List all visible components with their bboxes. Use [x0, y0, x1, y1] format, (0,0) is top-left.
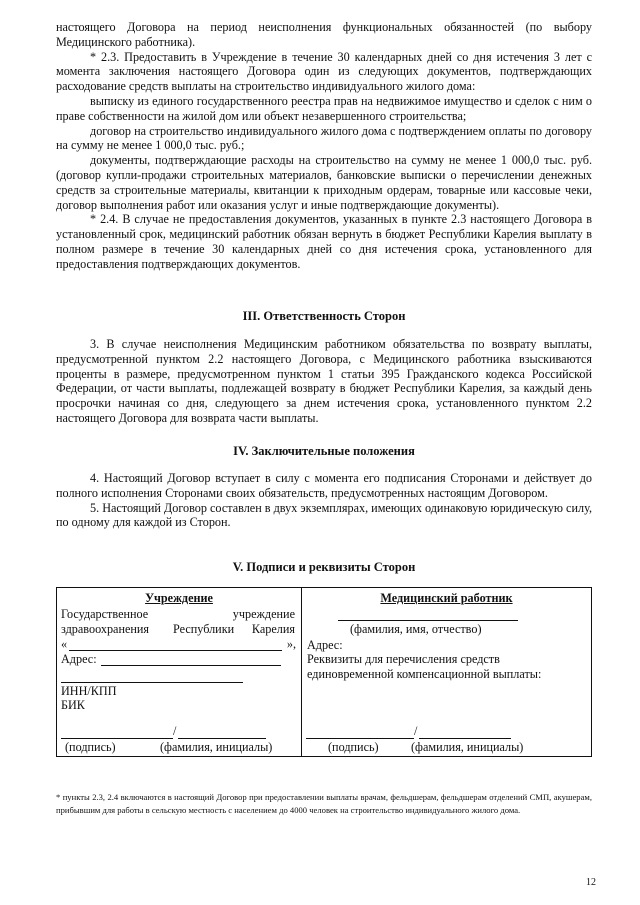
- clause-2-3: * 2.3. Предоставить в Учреждение в течение 30 календарных дней со дня истечения 3 лет с момента заключения настоящего Договора один из следующих документов, подтверждающих расходование средств выплаты на строительство индивидуального жилого дома:: [56, 49, 592, 94]
- karelia-word: Карелия: [251, 622, 295, 636]
- institution-name-line: [69, 650, 282, 651]
- worker-slash: /: [414, 724, 418, 738]
- clause-2-3-item-contract: договор на строительство индивидуального жилого дома с подтверждением оплаты по договору на сумму не менее 1 000,0 тыс. руб.;: [56, 123, 592, 153]
- clause-3: 3. В случае неисполнения Медицинским работником обязательства по возврату выплаты, предусмотренной пунктом 2.2 настоящего Договора, с Медицинского работника взыскиваются проценты в размере, предусмотренном пунктом 1 статьи 395 Гражданского кодекса Российской Федерации, от части выплаты, подлежащей возврату в бюджет Республики Карелия, за каждый день просрочки начиная со дня, следующего за днем истечения срока, установленного пунктом 2.2 настоящего Договора для возврата части выплаты.: [56, 337, 592, 425]
- section-4-body: [56, 471, 592, 530]
- institution-address-label: Адрес:: [61, 652, 97, 666]
- institution-signature-label: (подпись): [65, 740, 116, 754]
- worker-name-initials-line: [419, 738, 511, 739]
- payment-details-label-1: Реквизиты для перечисления средств: [307, 652, 500, 666]
- healthcare-word: здравоохранения: [61, 622, 150, 636]
- section-3-title: III. Ответственность Сторон: [242, 309, 406, 323]
- payment-details-label-2: единовременной компенсационной выплаты:: [307, 667, 542, 681]
- bik-label: БИК: [61, 698, 85, 712]
- quote-open: «: [61, 637, 68, 651]
- institution-address-line: [101, 665, 281, 666]
- institution-slash: /: [173, 724, 177, 738]
- clause-5: 5. Настоящий Договор составлен в двух экземплярах, имеющих одинаковую юридическую силу, по одному для каждой из Сторон.: [56, 500, 592, 530]
- section-4-title: IV. Заключительные положения: [233, 444, 415, 458]
- institution-word: учреждение: [232, 607, 295, 621]
- page-number: 12: [586, 877, 596, 888]
- clause-2-4: * 2.4. В случае не предоставления документов, указанных в пункте 2.3 настоящего Договора в установленный срок, медицинский работник обязан вернуть в бюджет Республики Карелия выплату в полном размере в течение 30 календарных дней со дня истечения срока, установленного для предоставления подтверждающих документов.: [56, 212, 592, 271]
- section-5-title: V. Подписи и реквизиты Сторон: [232, 560, 416, 574]
- republic-word: Республики: [173, 622, 235, 636]
- quote-close: »,: [286, 637, 296, 651]
- medical-worker-column: [302, 588, 591, 756]
- footnote: * пункты 2.3, 2.4 включаются в настоящий Договор при предоставлении выплаты врачам, фельдшерам, фельдшерам отделений СМП, акушерам, прибывшим для работы в сельскую местность с населением до 4000 человек на строительство индивидуального жилого дома.: [56, 792, 592, 815]
- intro-section: [56, 20, 592, 272]
- section-3-body: [56, 337, 592, 426]
- clause-4: 4. Настоящий Договор вступает в силу с момента его подписания Сторонами и действует до полного исполнения Сторонами своих обязательств, предусмотренных настоящим Договором.: [56, 471, 592, 500]
- institution-type-word: Государственное: [61, 607, 149, 621]
- worker-signature-label: (подпись): [328, 740, 379, 754]
- clause-2-3-item-registry: выписку из единого государственного реестра прав на недвижимое имущество и сделок с ним о праве собственности на жилой дом или объект незавершенного строительства;: [56, 93, 592, 123]
- institution-address-line-2: [61, 682, 243, 683]
- worker-signature-line: [306, 738, 414, 739]
- institution-title: Учреждение: [145, 591, 213, 605]
- clause-2-3-item-documents: документы, подтверждающие расходы на строительство на сумму не менее 1 000,0 тыс. руб. (договор купли-продажи строительных материалов, банковские выписки о перечислении денежных средств за строительные материалы, квитанции к приходным ордерам, товарные или кассовые чеки, договор выполнения работ или оказания услуг и иные подтверждающие документы).: [56, 153, 592, 212]
- signature-table: [56, 587, 592, 757]
- institution-name-initials-line: [178, 738, 266, 739]
- institution-signature-line: [61, 738, 173, 739]
- full-name-label: (фамилия, имя, отчество): [350, 622, 482, 636]
- worker-initials-label: (фамилия, инициалы): [411, 740, 524, 754]
- inn-kpp-label: ИНН/КПП: [61, 684, 117, 698]
- paragraph-continuation: настоящего Договора на период неисполнения функциональных обязанностей (по выбору Медицинского работника).: [56, 20, 592, 49]
- institution-column: [57, 588, 302, 756]
- medical-worker-title: Медицинский работник: [380, 591, 513, 605]
- full-name-line: [338, 620, 518, 621]
- institution-initials-label: (фамилия, инициалы): [160, 740, 273, 754]
- worker-address-label: Адрес:: [307, 638, 343, 652]
